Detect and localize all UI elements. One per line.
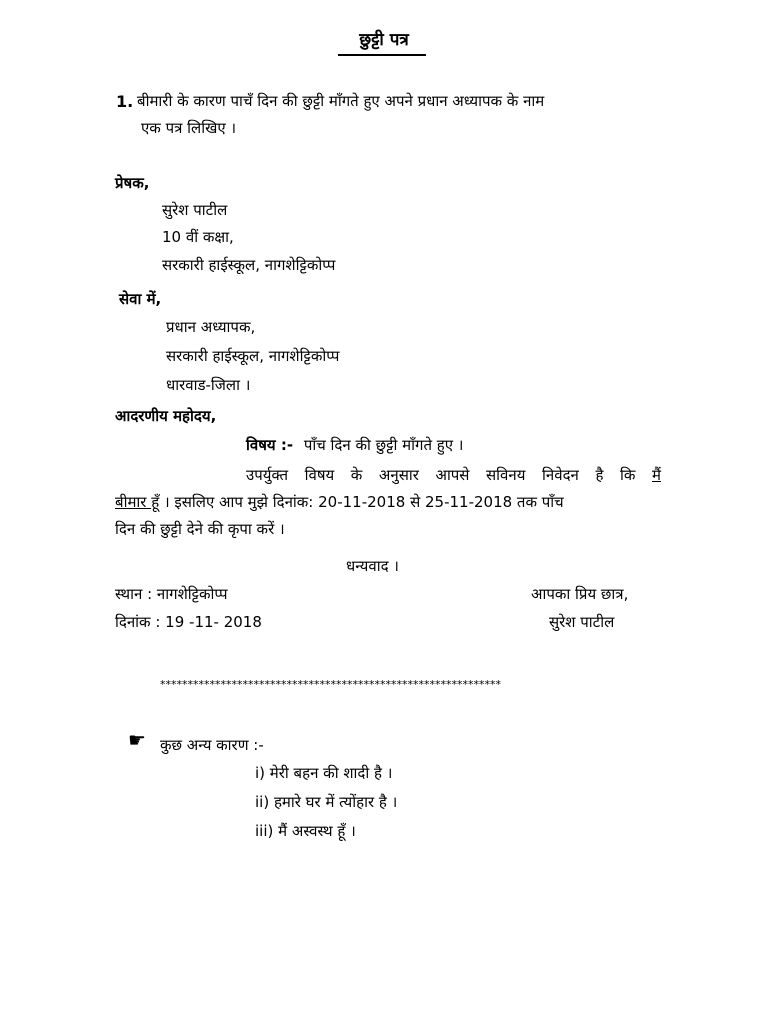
recipient-title: प्रधान अध्यापक, (166, 318, 256, 336)
place: स्थान : नागशेट्टिकोप्प (115, 585, 228, 603)
question-line-2: एक पत्र लिखिए । (141, 119, 237, 137)
subject-line (246, 436, 463, 454)
recipient-district: धारवाड-जिला । (166, 376, 251, 394)
subject-label: विषय :- (246, 436, 294, 454)
body-line-1-text: उपर्युक्त विषय के अनुसार आपसे सविनय निवेदन है कि (246, 466, 636, 484)
sender-heading: प्रेषक, (115, 174, 150, 192)
question-line-1: बीमारी के कारण पाचँ दिन की छुट्टी माँगते हुए अपने प्रधान अध्यापक के नाम (137, 92, 545, 110)
recipient-school: सरकारी हाईस्कूल, नागशेट्टिकोप्प (166, 347, 340, 365)
body-underlined-ill: बीमार हूँ (115, 493, 160, 511)
reason-item: i) मेरी बहन की शादी है । (255, 764, 393, 782)
body-line-3: दिन की छुट्टी देने की कृपा करें । (115, 520, 285, 538)
other-reasons-heading: कुछ अन्य कारण :- (160, 736, 264, 754)
sender-class: 10 वीं कक्षा, (162, 228, 234, 246)
reason-item: iii) मैं अस्वस्थ हूँ । (255, 822, 356, 840)
signature: सुरेश पाटील (549, 613, 615, 631)
sender-name: सुरेश पाटील (162, 201, 228, 219)
closing: आपका प्रिय छात्र, (531, 585, 629, 603)
body-line-2-text: । इसलिए आप मुझे दिनांक: 20-11-2018 से 25-11-2018 तक पाँच (159, 493, 564, 511)
body-underlined-main: मैं (652, 466, 661, 484)
question-number: 1. (116, 92, 134, 111)
divider: ************************************************************** (160, 678, 501, 691)
pointing-hand-icon: ☛ (128, 728, 146, 752)
page-title: छुट्टी पत्र (359, 30, 409, 50)
title-underline (338, 54, 426, 56)
body-line-2 (115, 493, 564, 511)
thanks: धन्यवाद । (346, 557, 399, 575)
subject-text: पाँच दिन की छुट्टी माँगते हुए । (303, 436, 464, 454)
body-line-1 (246, 466, 661, 484)
salutation: आदरणीय महोदय, (115, 407, 217, 425)
date: दिनांक : 19 -11- 2018 (115, 613, 262, 631)
recipient-heading: सेवा में, (119, 290, 162, 308)
sender-school: सरकारी हाईस्कूल, नागशेट्टिकोप्प (162, 256, 336, 274)
reason-item: ii) हमारे घर में त्योंहार है । (255, 793, 398, 811)
